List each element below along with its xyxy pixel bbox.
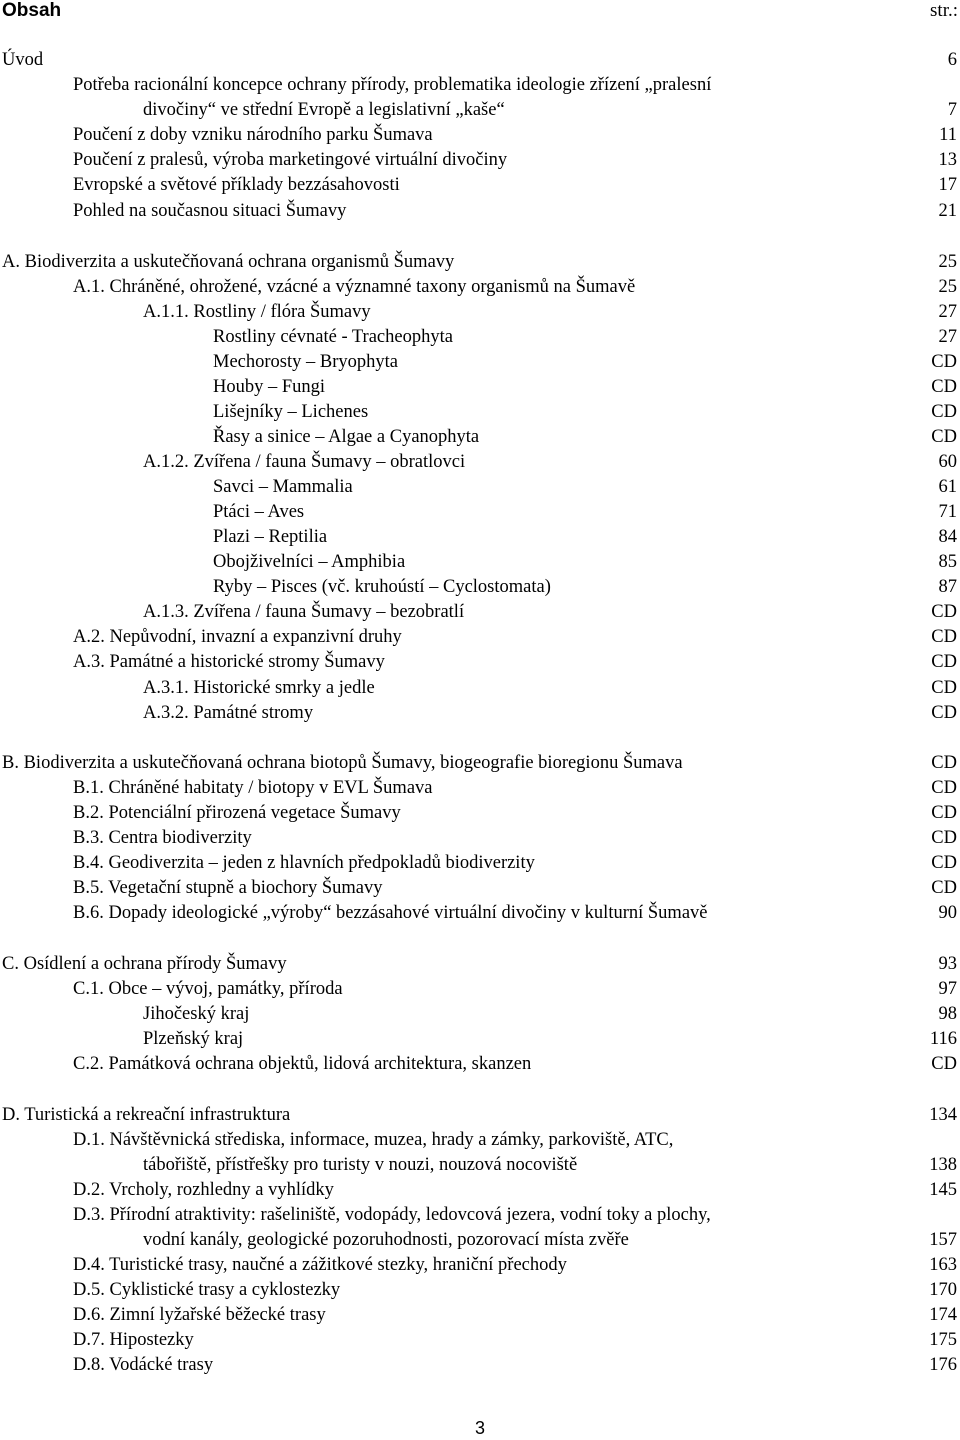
toc-entry-page: 134 — [929, 1105, 957, 1125]
toc-entry-label: Pohled na současnou situaci Šumavy — [73, 201, 347, 221]
toc-entry-label: vodní kanály, geologické pozoruhodnosti, pozorovací místa zvěře — [143, 1230, 629, 1250]
toc-entry-label: D.7. Hipostezky — [73, 1330, 194, 1350]
toc-entry-label: A.1. Chráněné, ohrožené, vzácné a významné taxony organismů na Šumavě — [73, 277, 636, 297]
toc-entry-label: divočiny“ ve střední Evropě a legislativní „kaše“ — [143, 100, 505, 120]
toc-entry — [0, 751, 960, 776]
toc-entry-page: CD — [931, 652, 957, 672]
toc-entry — [0, 701, 960, 726]
toc-entry-label: D.1. Návštěvnická střediska, informace, muzea, hrady a zámky, parkoviště, ATC, — [73, 1130, 674, 1150]
toc-entry — [0, 350, 960, 375]
toc-entry — [0, 826, 960, 851]
toc-entry-label: A. Biodiverzita a uskutečňovaná ochrana organismů Šumavy — [2, 252, 455, 272]
toc-entry-page: 27 — [938, 302, 957, 322]
toc-entry-page: CD — [931, 753, 957, 773]
page-number: 3 — [474, 1418, 485, 1438]
toc-entry-label: B.3. Centra biodiverzity — [73, 828, 252, 848]
toc-entry — [0, 952, 960, 977]
toc-entry-page: CD — [931, 828, 957, 848]
toc-entry-page: 13 — [938, 150, 957, 170]
toc-entry-page: 176 — [929, 1355, 957, 1375]
toc-entry-label: Poučení z pralesů, výroba marketingové virtuální divočiny — [73, 150, 508, 170]
toc-entry-label: Plazi – Reptilia — [213, 527, 328, 547]
toc-entry — [0, 876, 960, 901]
toc-entry — [0, 173, 960, 198]
toc-entry-page: 21 — [938, 201, 957, 221]
toc-entry-page: 163 — [929, 1255, 957, 1275]
toc-entry-page: CD — [931, 878, 957, 898]
toc-entry-label: Řasy a sinice – Algae a Cyanophyta — [213, 427, 480, 447]
toc-entry-page: 61 — [938, 477, 957, 497]
toc-entry — [0, 250, 960, 275]
toc-entry — [0, 625, 960, 650]
toc-entry — [0, 375, 960, 400]
toc-entry-label: A.1.3. Zvířena / fauna Šumavy – bezobratlí — [143, 602, 465, 622]
toc-entry — [0, 1178, 960, 1203]
toc-entry-page: 85 — [938, 552, 957, 572]
toc-entry — [0, 650, 960, 675]
toc-entry-label: C.2. Památková ochrana objektů, lidová architektura, skanzen — [73, 1054, 532, 1074]
toc-entry — [0, 1027, 960, 1052]
toc-entry — [0, 600, 960, 625]
toc-entry — [0, 1228, 960, 1253]
toc-entry-page: CD — [931, 602, 957, 622]
toc-entry-page: CD — [931, 803, 957, 823]
toc-entry-page: 174 — [929, 1305, 957, 1325]
toc-entry-page: 27 — [938, 327, 957, 347]
toc-entry — [0, 1253, 960, 1278]
toc-entry-page: 11 — [939, 125, 957, 145]
toc-entry-label: A.3. Památné a historické stromy Šumavy — [73, 652, 385, 672]
toc-entry — [0, 199, 960, 224]
toc-entry — [0, 1328, 960, 1353]
toc-entry-page: 17 — [938, 175, 957, 195]
toc-entry-label: C.1. Obce – vývoj, památky, příroda — [73, 979, 343, 999]
toc-entry-label: Poučení z doby vzniku národního parku Šumava — [73, 125, 433, 145]
toc-entry — [0, 776, 960, 801]
toc-entry-page: 98 — [938, 1004, 957, 1024]
toc-entry-label: B.6. Dopady ideologické „výroby“ bezzásahové virtuální divočiny v kulturní Šumavě — [73, 903, 708, 923]
toc-entry-page: CD — [931, 402, 957, 422]
toc-entry-page: 6 — [947, 50, 957, 70]
toc-entry — [0, 300, 960, 325]
toc-entry-page: CD — [931, 627, 957, 647]
toc-entry-label: Mechorosty – Bryophyta — [213, 352, 398, 372]
toc-entry-page: CD — [931, 352, 957, 372]
toc-entry — [0, 1203, 960, 1228]
toc-entry-label: Houby – Fungi — [213, 377, 326, 397]
toc-entry-page: 175 — [929, 1330, 957, 1350]
toc-entry-page: CD — [931, 377, 957, 397]
toc-entry — [0, 550, 960, 575]
toc-entry-label: A.3.2. Památné stromy — [143, 703, 314, 723]
toc-entry-label: B.2. Potenciální přirozená vegetace Šumavy — [73, 803, 401, 823]
toc-entry-page: 90 — [938, 903, 957, 923]
page-column-label: str.: — [930, 0, 958, 21]
toc-entry-label: D.3. Přírodní atraktivity: rašeliniště, vodopády, ledovcová jezera, vodní toky a plochy, — [73, 1205, 711, 1225]
toc-entry-page: CD — [931, 778, 957, 798]
toc-entry-label: D.6. Zimní lyžařské běžecké trasy — [73, 1305, 326, 1325]
toc-entry — [0, 1278, 960, 1303]
toc-entry — [0, 48, 960, 73]
toc-entry-label: D.2. Vrcholy, rozhledny a vyhlídky — [73, 1180, 334, 1200]
toc-entry-page: 71 — [938, 502, 957, 522]
toc-entry-page: CD — [931, 703, 957, 723]
toc-entry — [0, 98, 960, 123]
toc-entry-label: A.2. Nepůvodní, invazní a expanzivní druhy — [73, 627, 402, 647]
toc-entry — [0, 325, 960, 350]
toc-entry — [0, 500, 960, 525]
toc-entry-label: Lišejníky – Lichenes — [213, 402, 369, 422]
toc-entry-label: D.4. Turistické trasy, naučné a zážitkové stezky, hraniční přechody — [73, 1255, 567, 1275]
toc-entry-page: CD — [931, 427, 957, 447]
toc-entry-label: Plzeňský kraj — [143, 1029, 244, 1049]
toc-entry — [0, 851, 960, 876]
toc-entry — [0, 148, 960, 173]
toc-entry-page: 25 — [938, 277, 957, 297]
toc-entry-page: CD — [931, 853, 957, 873]
toc-entry-label: Ryby – Pisces (vč. kruhoústí – Cyclostomata) — [213, 577, 551, 597]
toc-entry — [0, 1153, 960, 1178]
toc-entry-label: Potřeba racionální koncepce ochrany přírody, problematika ideologie zřízení „pralesní — [73, 75, 712, 95]
toc-entry-label: tábořiště, přístřešky pro turisty v nouzi, nouzová nocoviště — [143, 1155, 578, 1175]
toc-entry-label: Savci – Mammalia — [213, 477, 353, 497]
toc-entry-page: 93 — [938, 954, 957, 974]
toc-entry — [0, 1052, 960, 1077]
toc-title: Obsah — [2, 0, 62, 21]
toc-entry-label: A.1.2. Zvířena / fauna Šumavy – obratlovci — [143, 452, 466, 472]
toc-entry-page: 97 — [938, 979, 957, 999]
toc-entry — [0, 123, 960, 148]
toc-entry-label: Ptáci – Aves — [213, 502, 305, 522]
toc-entry — [0, 1002, 960, 1027]
toc-entry — [0, 676, 960, 701]
toc-entry — [0, 801, 960, 826]
toc-entry-page: 145 — [929, 1180, 957, 1200]
toc-entry-page: 60 — [938, 452, 957, 472]
toc-entry-label: B. Biodiverzita a uskutečňovaná ochrana biotopů Šumavy, biogeografie bioregionu Šumava — [2, 753, 683, 773]
toc-entry-label: Obojživelníci – Amphibia — [213, 552, 406, 572]
toc-entry-label: D.8. Vodácké trasy — [73, 1355, 214, 1375]
toc-entry — [0, 475, 960, 500]
toc-entry-label: Rostliny cévnaté - Tracheophyta — [213, 327, 453, 347]
toc-entry — [0, 977, 960, 1002]
toc-entry-label: A.3.1. Historické smrky a jedle — [143, 678, 375, 698]
toc-entry-page: 170 — [929, 1280, 957, 1300]
toc-entry-page: 157 — [929, 1230, 957, 1250]
toc-entry — [0, 73, 960, 98]
toc-entry-label: Úvod — [2, 50, 44, 70]
toc-entry-label: Jihočeský kraj — [143, 1004, 250, 1024]
toc-entry-page: 138 — [929, 1155, 957, 1175]
toc-entry — [0, 1303, 960, 1328]
toc-entry-page: 87 — [938, 577, 957, 597]
toc-entry — [0, 400, 960, 425]
toc-entry-label: Evropské a světové příklady bezzásahovosti — [73, 175, 400, 195]
toc-entry — [0, 1353, 960, 1378]
toc-entry — [0, 275, 960, 300]
toc-entry-label: C. Osídlení a ochrana přírody Šumavy — [2, 954, 287, 974]
toc-entry-page: CD — [931, 1054, 957, 1074]
toc-entry-label: B.1. Chráněné habitaty / biotopy v EVL Šumava — [73, 778, 433, 798]
toc-entry-page: CD — [931, 678, 957, 698]
toc-entry — [0, 1128, 960, 1153]
toc-entry — [0, 1103, 960, 1128]
toc-entry — [0, 450, 960, 475]
toc-entry-label: D.5. Cyklistické trasy a cyklostezky — [73, 1280, 341, 1300]
toc-entry — [0, 425, 960, 450]
toc-entry — [0, 525, 960, 550]
toc-entry — [0, 901, 960, 926]
toc-entry — [0, 575, 960, 600]
toc-entry-page: 84 — [938, 527, 957, 547]
toc-entry-label: B.4. Geodiverzita – jeden z hlavních předpokladů biodiverzity — [73, 853, 535, 873]
toc-entry-page: 7 — [947, 100, 957, 120]
toc-entry-label: D. Turistická a rekreační infrastruktura — [2, 1105, 291, 1125]
toc-entry-page: 116 — [929, 1029, 957, 1049]
toc-entry-label: B.5. Vegetační stupně a biochory Šumavy — [73, 878, 383, 898]
toc-entry-page: 25 — [938, 252, 957, 272]
toc-entry-label: A.1.1. Rostliny / flóra Šumavy — [143, 302, 371, 322]
